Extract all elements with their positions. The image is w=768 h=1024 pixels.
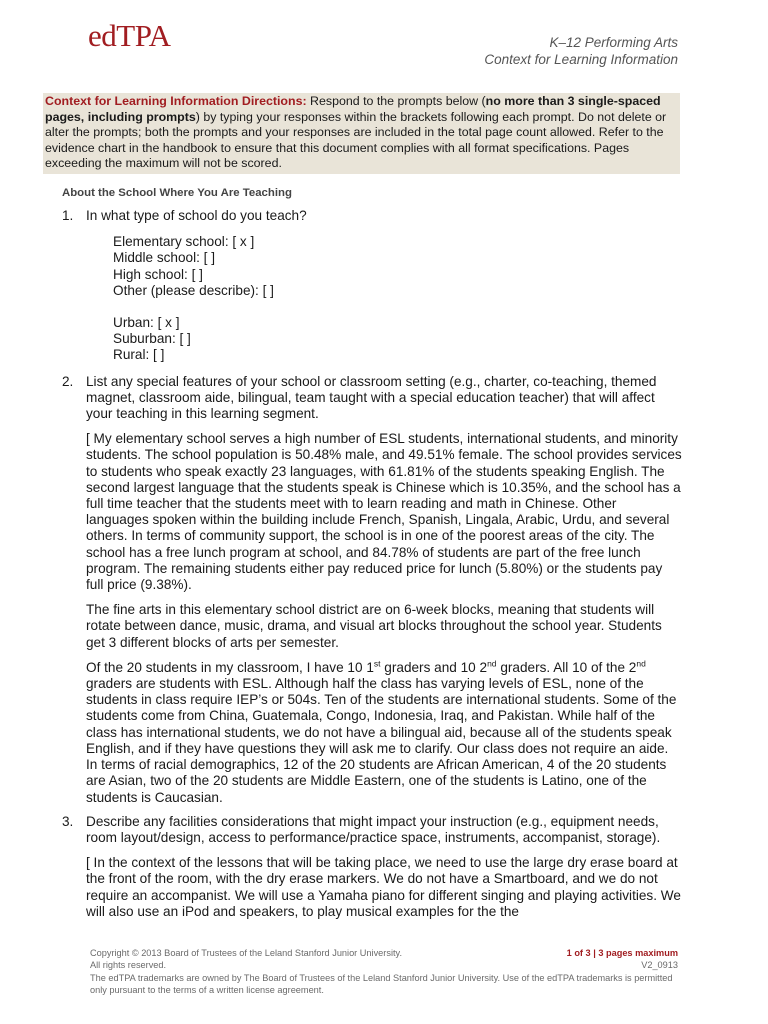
response-paragraph: The fine arts in this elementary school district are on 6-week blocks, meaning that students will rotate between dance, music, drama, and visual art blocks throughout the school year. Students get 3 different blocks of arts per semester.	[86, 602, 662, 650]
page-count: 1 of 3 | 3 pages maximum	[566, 948, 678, 958]
prompt-number: 3.	[62, 813, 74, 829]
option-urban: Urban: [ x ]	[113, 315, 180, 331]
prompt-number: 1.	[62, 208, 74, 223]
directions-box	[43, 93, 680, 174]
option-suburban: Suburban: [ ]	[113, 331, 191, 347]
superscript: nd	[487, 658, 497, 669]
copyright-line: Copyright © 2013 Board of Trustees of the Leland Stanford Junior University.	[90, 948, 402, 958]
option-rural: Rural: [ ]	[113, 347, 165, 363]
section-title: About the School Where You Are Teaching	[62, 187, 292, 199]
response-paragraph: [ In the context of the lessons that will be taking place, we need to use the large dry erase board at the front of the room, with the dry erase markers. We do not have a Smartboard, and we do not require an accompanist. We will use a Yamaha piano for different singing and playing activities. We will also use an iPod and speakers, to play musical examples for the the	[86, 855, 681, 919]
text-run: graders and 10 2	[380, 659, 488, 675]
prompt-1	[62, 208, 682, 224]
prompt-2	[62, 374, 682, 423]
directions-label: Context for Learning Information Directions:	[45, 94, 307, 108]
superscript: nd	[636, 658, 646, 669]
prompt-number: 2.	[62, 373, 74, 389]
document-title: Context for Learning Information	[484, 52, 678, 67]
response-paragraph: [ My elementary school serves a high number of ESL students, international students, and minority students. The school population is 50.48% male, and 49.51% female. The school provides services to students who speak exactly 23 languages, with 61.81% of the students speaking English. The second largest language that the students speak is Chinese which is 10.35%, and the school has a full time teacher that the students meet with to learn reading and math in Chinese. Other languages spoken within the building include French, Spanish, Lingala, Arabic, Urdu, and several others. In terms of community support, the school is in one of the poorest areas of the city. The school has a free lunch program at school, and 84.78% of students are part of the free lunch program. The remaining students either pay reduced price for lunch (5.80%) or the students pay full price (9.38%).	[86, 431, 682, 593]
text-run: Of the 20 students in my classroom, I have 10 1	[86, 659, 374, 675]
prompt-3	[62, 814, 682, 846]
option-other: Other (please describe): [ ]	[113, 282, 274, 298]
text-run: graders are students with ESL. Although half the class has varying levels of ESL, none of the students in class require IEP’s or 504s. Ten of the students are international students. Some of the students come from China, Guatemala, Congo, Indonesia, Iraq, and Pakistan. While half of the class has international students, we do not have a bilingual aid, because all of the students speak English, and if they have questions they will ask me to clarify. Our class does not require an aide. In terms of racial demographics, 12 of the 20 students are African American, 4 of the 20 students are Asian, two of the 20 students are Middle Eastern, one of the students is Latino, one of the students is Caucasian.	[86, 676, 677, 805]
prompt-text: In what type of school do you teach?	[86, 208, 307, 223]
trademark-line: The edTPA trademarks are owned by The Board of Trustees of the Leland Stanford Junior University. Use of the edTPA trademarks is permitted only pursuant to the terms of a written license agreement.	[90, 972, 673, 995]
option-elementary: Elementary school: [ x ]	[113, 234, 255, 250]
edtpa-logo: edTPA	[88, 18, 171, 53]
option-high: High school: [ ]	[113, 266, 203, 282]
version-label: V2_0913	[641, 960, 678, 971]
superscript: st	[373, 658, 381, 669]
prompt-text: List any special features of your school or classroom setting (e.g., charter, co-teaching, themed magnet, classroom aide, bilingual, team taught with a special education teacher) that will affect your teaching in this learning segment.	[86, 373, 657, 422]
rights-line: All rights reserved.	[90, 960, 167, 971]
directions-bold: no more than 3 single-spaced pages, including prompts	[45, 94, 661, 124]
directions-text-b: ) by typing your responses within the brackets following each prompt. Do not delete or alter the prompts; both the prompts and your responses are included in the total page count allowed. Refer to the evidence chart in the handbook to ensure that this document complies with all format specifications. Pages exceeding the maximum will not be scored.	[45, 109, 667, 171]
document-header	[484, 34, 678, 68]
footer-page-info	[567, 947, 678, 972]
school-type-options	[113, 234, 682, 363]
option-middle: Middle school: [ ]	[113, 250, 215, 266]
directions-text-a: Respond to the prompts below (	[306, 94, 486, 108]
subject-label: K–12 Performing Arts	[549, 35, 678, 50]
prompt-text: Describe any facilities considerations that might impact your instruction (e.g., equipment needs, room layout/design, access to performance/practice space, instruments, accompanist, storage).	[86, 813, 661, 845]
prompt-list	[62, 208, 682, 920]
response-paragraph	[86, 660, 682, 806]
text-run: graders. All 10 of the 2	[496, 659, 637, 675]
